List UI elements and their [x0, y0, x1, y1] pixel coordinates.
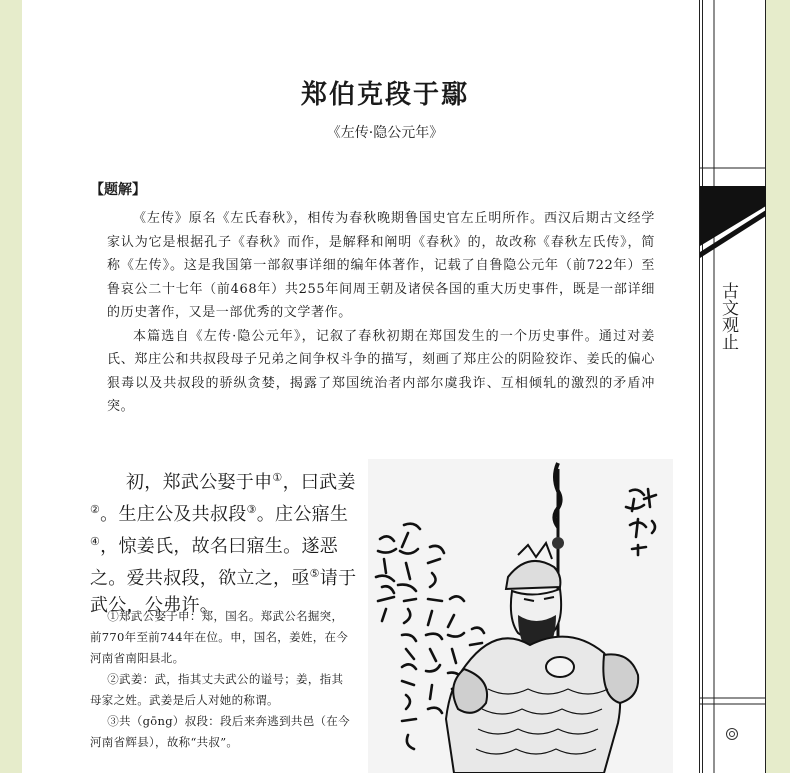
footnotes — [90, 606, 354, 753]
text-segment: 。庄公寤生 — [256, 504, 349, 525]
page-title: 郑伯克段于鄢 — [300, 80, 469, 110]
intro-paragraph: 《左传》原名《左氏春秋》，相传为春秋晚期鲁国史官左丘明所作。西汉后期古文经学家认为它是根据孔子《春秋》而作，是解释和阐明《春秋》的，故改称《春秋左氏传》，简称《左传》。这是我国第一部叙事详细的编年体著作，记载了自鲁隐公元年（前722年）至鲁哀公二十七年（前468年）共255年间周王朝及诸侯各国的重大历史事件，既是一部详细的历史著作，又是一部优秀的文学著作。 — [107, 211, 655, 320]
page-subtitle: 《左传·隐公元年》 — [326, 125, 444, 141]
intro-section — [107, 207, 655, 419]
text-segment: 初，郑武公娶于申 — [126, 472, 273, 493]
footnote: ③共（gōng）叔段：段后来奔逃到共邑（在今河南省辉县），故称“共叔”。 — [90, 714, 350, 749]
text-segment: 。生庄公及共叔段 — [100, 504, 247, 525]
footnote: ②武姜：武，指其丈夫武公的谥号；姜，指其母家之姓。武姜是后人对她的称谓。 — [90, 672, 344, 707]
original-text — [90, 464, 358, 619]
warrior-illustration — [368, 459, 673, 773]
footnote: ①郑武公娶于申：郑，国名。郑武公名掘突，前770年至前744年在位。申，国名，姜姓，在今河南省南阳县北。 — [90, 609, 349, 665]
original-paragraph — [90, 464, 358, 619]
intro-paragraph: 本篇选自《左传·隐公元年》，记叙了春秋初期在郑国发生的一个历史事件。通过对姜氏、郑庄公和共叔段母子兄弟之间争权斗争的描写，刻画了郑庄公的阴险狡诈、姜氏的偏心狠毒以及共叔段的骄纵贪婪，揭露了郑国统治者内部尔虞我诈、互相倾轧的激烈的矛盾冲突。 — [107, 328, 655, 414]
footnote-marker: ③ — [246, 503, 257, 516]
footnote-marker: ① — [272, 471, 283, 484]
section-label-tijie: 【题解】 — [90, 182, 146, 198]
footnote-marker: ④ — [90, 535, 101, 548]
text-segment: ，曰武姜 — [282, 472, 356, 493]
spine-book-title: 古文观止 — [718, 282, 738, 350]
text-segment: ，惊姜氏，故名曰寤生。遂恶之。爱共叔段，欲立之，亟 — [90, 536, 339, 589]
circle-ornament-icon — [726, 728, 738, 740]
footnote-marker: ② — [90, 503, 101, 516]
footnote-marker: ⑤ — [309, 567, 320, 580]
text-segment: 请于武公，公弗许。 — [90, 568, 357, 616]
warrior-figure-drawing — [368, 459, 673, 773]
spine-decoration — [700, 0, 766, 773]
